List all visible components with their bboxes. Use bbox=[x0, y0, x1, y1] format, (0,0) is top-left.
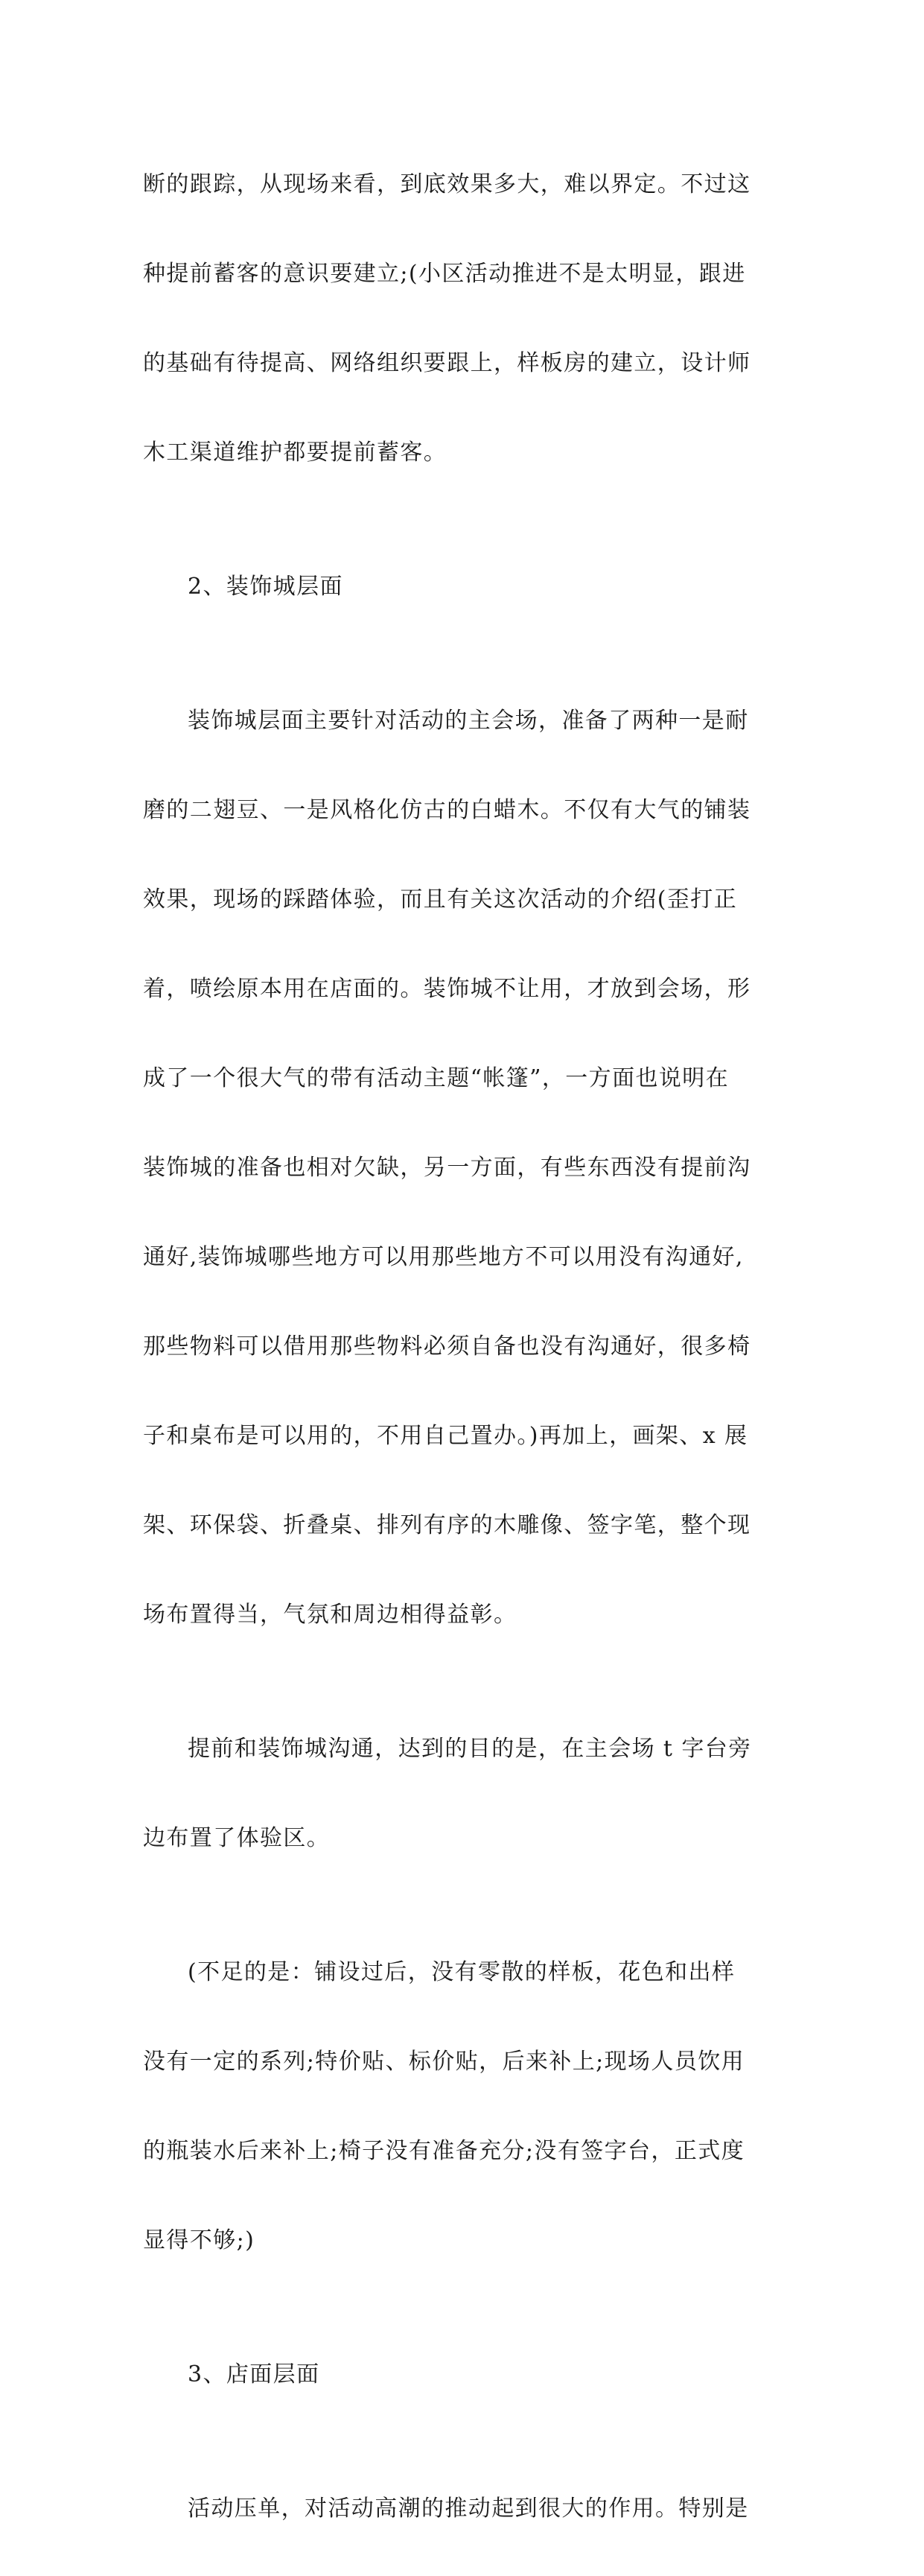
section-heading-decoration-city bbox=[143, 520, 783, 654]
text-line: 通好,装饰城哪些地方可以用那些地方不可以用没有沟通好, bbox=[143, 1244, 744, 1270]
text-line: 场布置得当，气氛和周边相得益彰。 bbox=[143, 1602, 517, 1628]
paragraph-decoration-city bbox=[143, 654, 783, 1682]
paragraph-tracking bbox=[143, 118, 783, 520]
text-line: 没有一定的系列;特价贴、标价贴，后来补上;现场人员饮用 bbox=[143, 2049, 745, 2075]
text-line: 种提前蓄客的意识要建立;(小区活动推进不是太明显，跟进 bbox=[143, 261, 746, 287]
text-line: (不足的是：铺设过后，没有零散的样板，花色和出样 bbox=[188, 1959, 736, 1985]
heading-line: 3、店面层面 bbox=[188, 2361, 320, 2388]
text-line: 那些物料可以借用那些物料必须自备也没有沟通好，很多椅 bbox=[143, 1333, 751, 1360]
text-line: 显得不够;) bbox=[143, 2227, 255, 2253]
section-heading-store bbox=[143, 2308, 783, 2442]
text-line: 的瓶装水后来补上;椅子没有准备充分;没有签字台，正式度 bbox=[143, 2138, 745, 2164]
paragraph-shortcomings bbox=[143, 1906, 783, 2308]
document-body bbox=[143, 118, 783, 2576]
text-line: 子和桌布是可以用的，不用自己置办。)再加上，画架、x 展 bbox=[143, 1423, 748, 1449]
paragraph-store bbox=[143, 2442, 783, 2576]
text-line: 装饰城层面主要针对活动的主会场，准备了两种一是耐 bbox=[188, 708, 749, 734]
text-line: 装饰城的准备也相对欠缺，另一方面，有些东西没有提前沟 bbox=[143, 1155, 751, 1181]
text-line: 木工渠道维护都要提前蓄客。 bbox=[143, 440, 447, 466]
text-line: 的基础有待提高、网络组织要跟上，样板房的建立，设计师 bbox=[143, 350, 751, 376]
text-line: 架、环保袋、折叠桌、排列有序的木雕像、签字笔，整个现 bbox=[143, 1512, 751, 1538]
text-line: 着，喷绘原本用在店面的。装饰城不让用，才放到会场，形 bbox=[143, 976, 751, 1002]
text-line: 效果，现场的踩踏体验，而且有关这次活动的介绍(歪打正 bbox=[143, 886, 738, 913]
text-line: 成了一个很大气的带有活动主题“帐篷”，一方面也说明在 bbox=[143, 1065, 730, 1091]
text-line: 活动压单，对活动高潮的推动起到很大的作用。特别是 bbox=[188, 2496, 749, 2522]
heading-line: 2、装饰城层面 bbox=[188, 574, 343, 600]
text-line: 磨的二翅豆、一是风格化仿古的白蜡木。不仅有大气的铺装 bbox=[143, 797, 751, 823]
paragraph-advance-communication bbox=[143, 1682, 783, 1906]
text-line: 提前和装饰城沟通，达到的目的是，在主会场 t 字台旁 bbox=[188, 1736, 752, 1762]
text-line: 断的跟踪，从现场来看，到底效果多大，难以界定。不过这 bbox=[143, 171, 751, 197]
text-line: 边布置了体验区。 bbox=[143, 1825, 331, 1851]
